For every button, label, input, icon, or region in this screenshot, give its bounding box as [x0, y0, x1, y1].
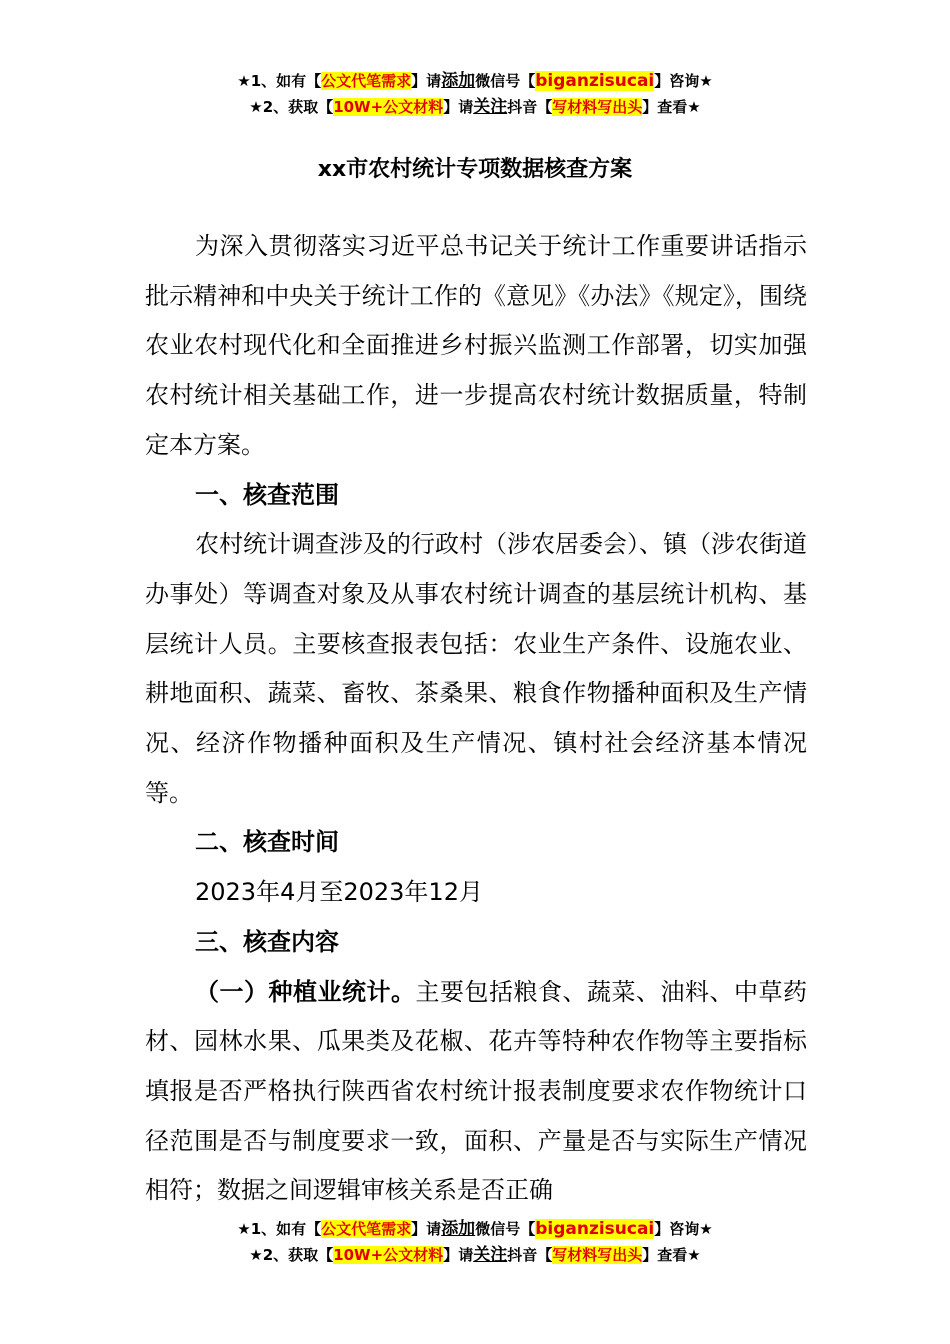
banner-text: 微信号【 — [475, 72, 536, 90]
time-paragraph: 2023年4月至2023年12月 — [195, 878, 483, 907]
banner-highlight-douyin: 写材料写出头 — [552, 98, 643, 116]
banner-text: 抖音【 — [507, 1246, 553, 1264]
banner-highlight-wechat-id: biganzisucai — [535, 71, 655, 91]
header-banner — [0, 68, 950, 120]
planting-body: 主要包括粮食、蔬菜、油料、中草药材、园林水果、瓜果类及花椒、花卉等特种农作物等主要指标填报是否严格执行陕西省农村统计报表制度要求农作物统计口径范围是否与制度要求一致，面积、产量是否与实际生产情况相符；数据之间逻辑审核关系是否正确 — [145, 977, 807, 1205]
banner-line-2 — [0, 94, 950, 120]
banner-text: 抖音【 — [507, 98, 553, 116]
banner-text: 】请 — [411, 1220, 442, 1238]
banner-highlight-service: 公文代笔需求 — [321, 1220, 412, 1238]
scope-paragraph: 农村统计调查涉及的行政村（涉农居委会）、镇（涉农街道办事处）等调查对象及从事农村统计调查的基层统计机构、基层统计人员。主要核查报表包括：农业生产条件、设施农业、耕地面积、蔬菜、畜牧、茶桑果、粮食作物播种面积及生产情况、经济作物播种面积及生产情况、镇村社会经济基本情况等。 — [145, 530, 807, 807]
banner-text: 】请 — [411, 72, 442, 90]
banner-highlight-materials: 10W+公文材料 — [333, 98, 444, 116]
banner-highlight-wechat-id: biganzisucai — [535, 1219, 655, 1239]
banner-text: ★2、获取【 — [249, 98, 334, 116]
banner-line-1 — [0, 1216, 950, 1242]
section-heading-content: 三、核查内容 — [195, 927, 339, 956]
banner-highlight-service: 公文代笔需求 — [321, 72, 412, 90]
banner-text: 】咨询★ — [654, 72, 713, 90]
banner-text: ★2、获取【 — [249, 1246, 334, 1264]
footer-banner — [0, 1216, 950, 1268]
banner-text: ★1、如有【 — [237, 1220, 322, 1238]
banner-text: 】咨询★ — [654, 1220, 713, 1238]
section-heading-scope: 一、核查范围 — [195, 480, 339, 509]
banner-underline-add: 添加 — [441, 71, 476, 91]
banner-underline-add: 添加 — [441, 1219, 476, 1239]
banner-highlight-materials: 10W+公文材料 — [333, 1246, 444, 1264]
document-body — [145, 222, 807, 1216]
banner-text: 】查看★ — [642, 98, 701, 116]
banner-highlight-douyin: 写材料写出头 — [552, 1246, 643, 1264]
planting-paragraph — [145, 968, 807, 1217]
document-title: xx市农村统计专项数据核查方案 — [317, 157, 633, 182]
banner-text: 】请 — [443, 98, 474, 116]
banner-underline-follow: 关注 — [473, 97, 508, 117]
section-heading-time: 二、核查时间 — [195, 828, 339, 857]
banner-text: 】请 — [443, 1246, 474, 1264]
banner-text: ★1、如有【 — [237, 72, 322, 90]
banner-line-1 — [0, 68, 950, 94]
planting-label: （一）种植业统计。 — [195, 977, 416, 1006]
banner-text: 微信号【 — [475, 1220, 536, 1238]
banner-underline-follow: 关注 — [473, 1245, 508, 1265]
banner-line-2 — [0, 1242, 950, 1268]
intro-paragraph: 为深入贯彻落实习近平总书记关于统计工作重要讲话指示批示精神和中央关于统计工作的《意见》《办法》《规定》，围绕农业农村现代化和全面推进乡村振兴监测工作部署，切实加强农村统计相关基础工作，进一步提高农村统计数据质量，特制定本方案。 — [145, 232, 807, 459]
banner-text: 】查看★ — [642, 1246, 701, 1264]
